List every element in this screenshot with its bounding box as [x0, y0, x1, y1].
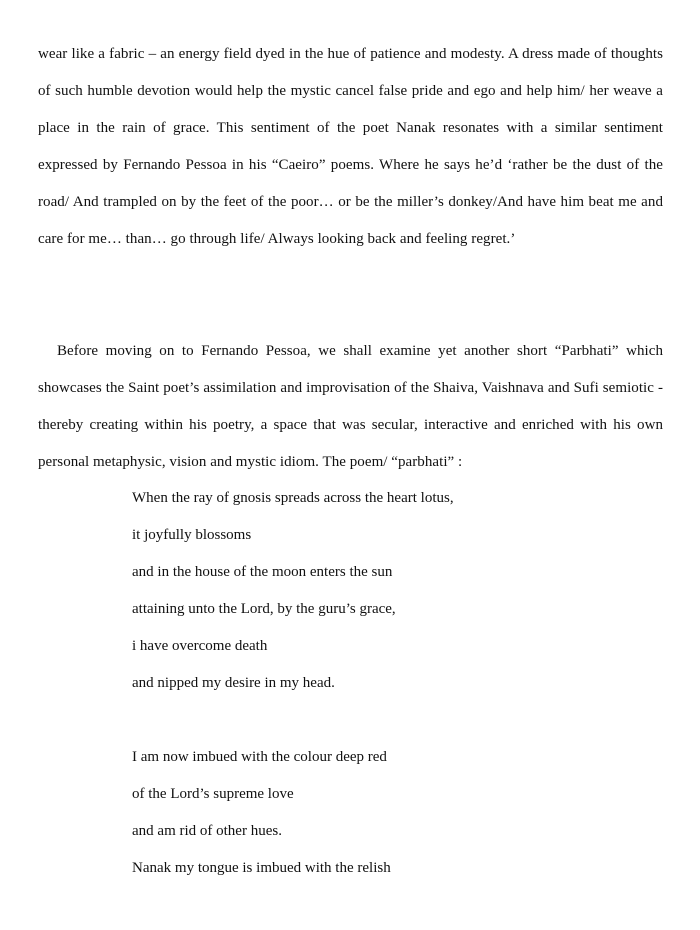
poem-line: I am now imbued with the colour deep red	[132, 749, 387, 765]
poem-line: it joyfully blossoms	[132, 527, 252, 543]
poem-line: and nipped my desire in my head.	[132, 675, 335, 691]
poem-line: When the ray of gnosis spreads across the heart lotus,	[132, 490, 454, 506]
poem-line: attaining unto the Lord, by the guru’s grace,	[132, 601, 396, 617]
poem-line: and am rid of other hues.	[132, 823, 282, 839]
poem-block	[132, 480, 652, 887]
poem-line: i have overcome death	[132, 638, 268, 654]
poem-line: of the Lord’s supreme love	[132, 786, 294, 802]
poem-line: Nanak my tongue is imbued with the relish	[132, 860, 391, 876]
stanza-break	[132, 702, 652, 739]
body-paragraph: Before moving on to Fernando Pessoa, we shall examine yet another short “Parbhati” which showcases the Saint poet’s assimilation and improvisation of the Shaiva, Vaishnava and Sufi semiotic - thereby creating within his poetry, a space that was secular, interactive and enriched with his own personal metaphysic, vision and mystic idiom. The poem/ “parbhati” :	[38, 343, 663, 470]
body-paragraph: wear like a fabric – an energy field dyed in the hue of patience and modesty. A dress made of thoughts of such humble devotion would help the mystic cancel false pride and ego and help him/ her weave a place in the rain of grace. This sentiment of the poet Nanak resonates with a similar sentiment expressed by Fernando Pessoa in his “Caeiro” poems. Where he says he’d ‘rather be the dust of the road/ And trampled on by the feet of the poor… or be the miller’s donkey/And have him beat me and care for me… than… go through life/ Always looking back and feeling regret.’	[38, 46, 663, 247]
poem-line: and in the house of the moon enters the sun	[132, 564, 393, 580]
